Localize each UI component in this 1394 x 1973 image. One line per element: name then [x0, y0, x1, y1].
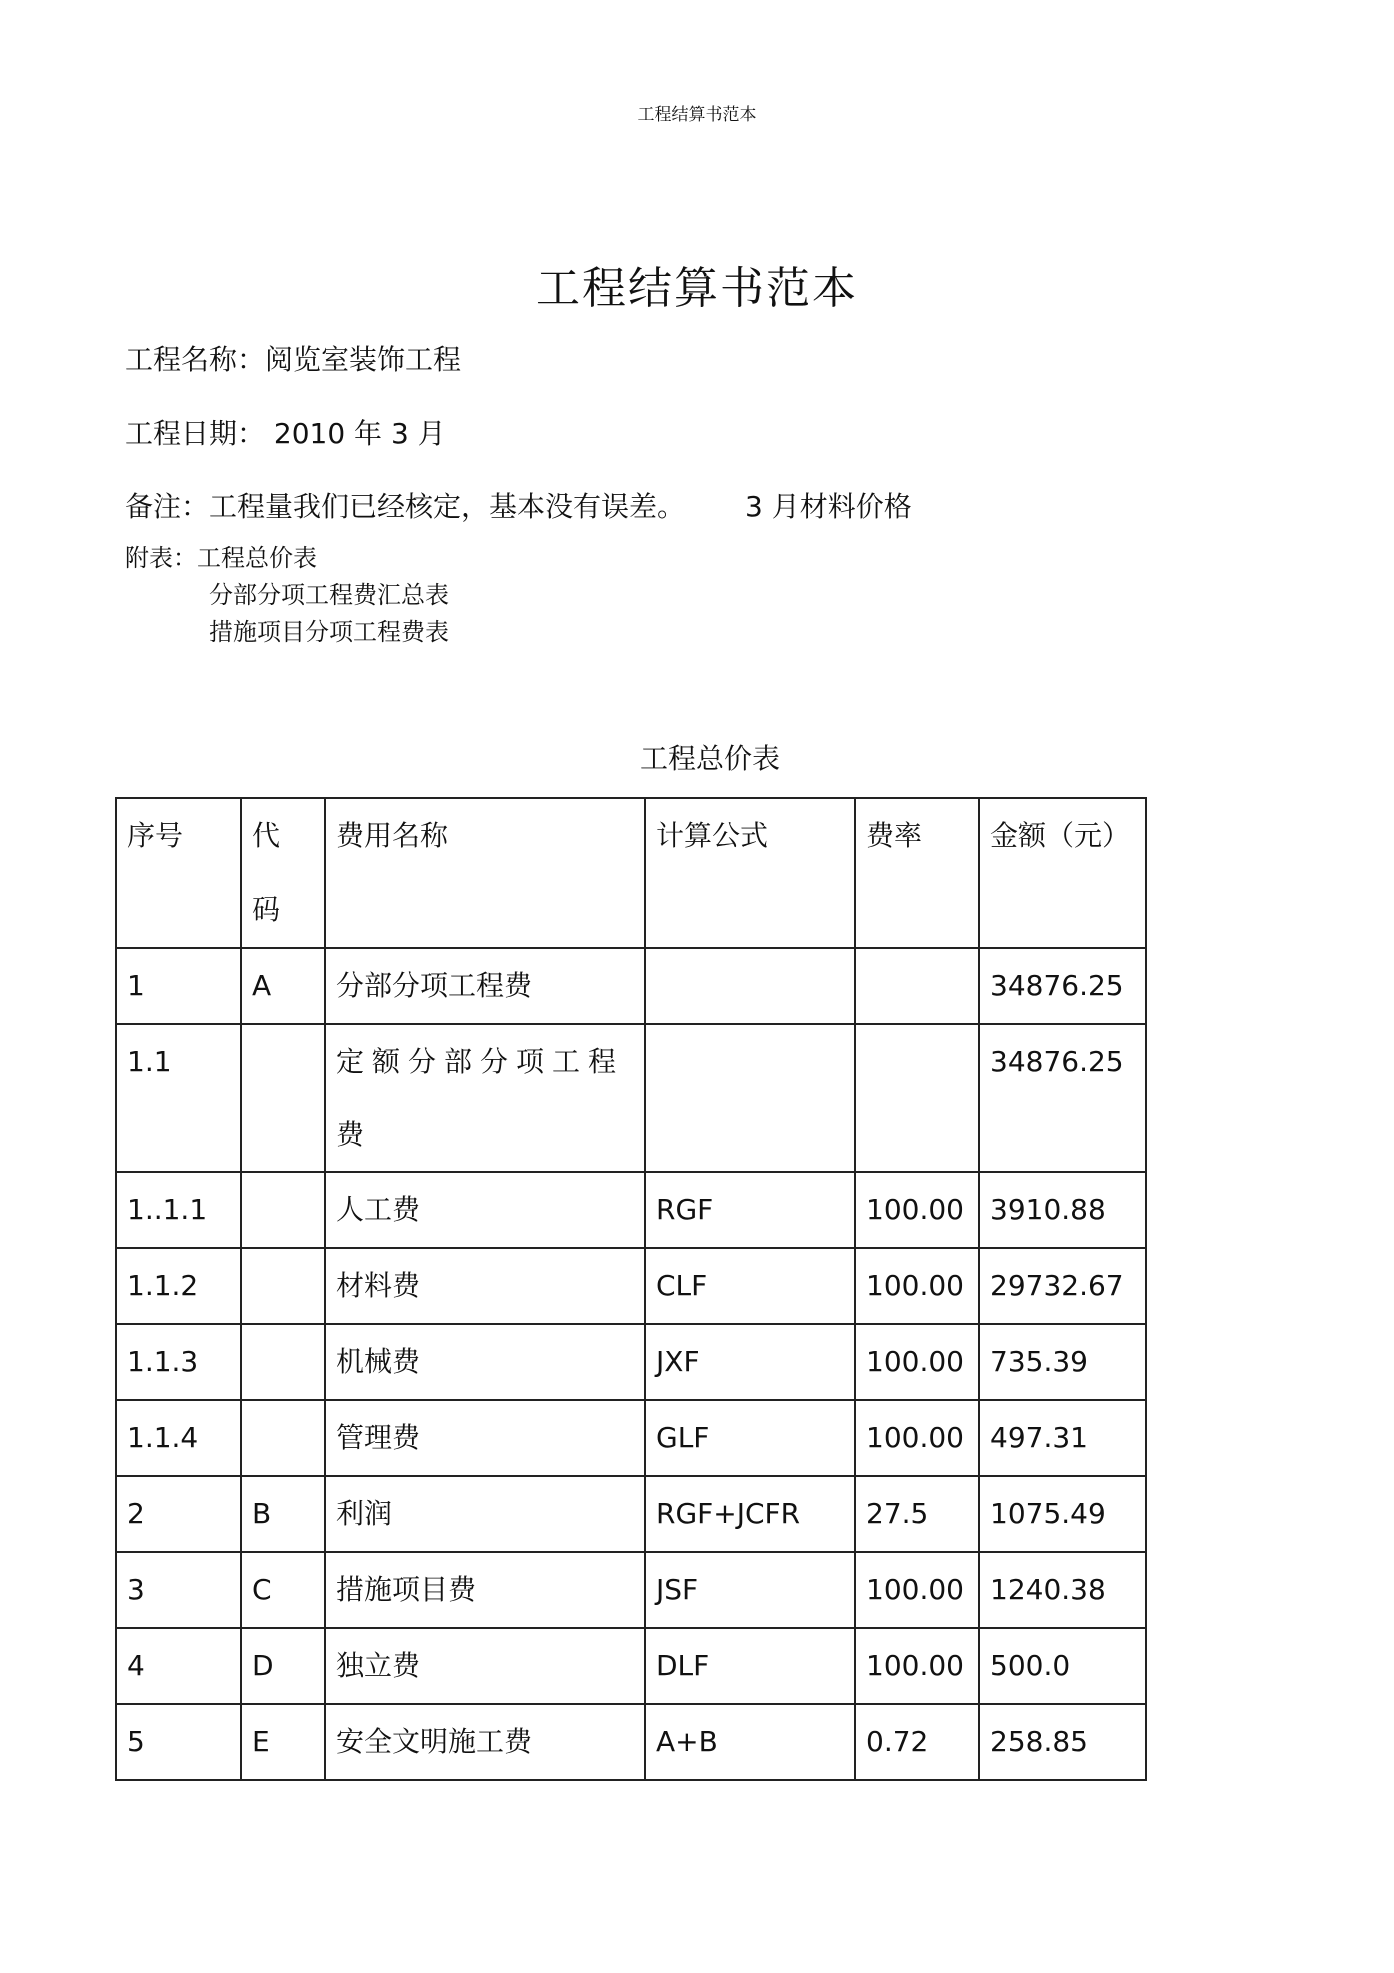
header-rate: 费率 [855, 798, 979, 948]
cell-rate: 100.00 [855, 1628, 979, 1704]
cell-formula: RGF+JCFR [645, 1476, 855, 1552]
table-row [116, 1628, 1146, 1704]
table-row [116, 1172, 1146, 1248]
cell-name: 机械费 [325, 1324, 645, 1400]
running-header: 工程结算书范本 [637, 105, 757, 125]
cell-seq: 4 [116, 1628, 241, 1704]
table-row [116, 1476, 1146, 1552]
cell-formula [645, 1024, 855, 1172]
cell-formula: RGF [645, 1172, 855, 1248]
table-row [116, 1552, 1146, 1628]
appendix-list [125, 540, 449, 651]
cell-seq: 1.1.2 [116, 1248, 241, 1324]
cell-amount: 258.85 [979, 1704, 1146, 1780]
cell-rate [855, 948, 979, 1024]
cell-name [325, 1024, 645, 1172]
cell-rate: 100.00 [855, 1172, 979, 1248]
cell-amount: 500.0 [979, 1628, 1146, 1704]
cell-code [241, 1172, 325, 1248]
table-row [116, 1704, 1146, 1780]
cell-formula: A+B [645, 1704, 855, 1780]
header-code [241, 798, 325, 948]
cell-code: B [241, 1476, 325, 1552]
header-code-line2: 码 [252, 893, 281, 926]
cell-amount: 497.31 [979, 1400, 1146, 1476]
cell-name: 分部分项工程费 [325, 948, 645, 1024]
cell-code: A [241, 948, 325, 1024]
appendix-item: 分部分项工程费汇总表 [209, 581, 449, 609]
cell-code [241, 1024, 325, 1172]
table-row [116, 1248, 1146, 1324]
header-amount: 金额（元） [979, 798, 1146, 948]
cell-formula: JXF [645, 1324, 855, 1400]
cell-formula: GLF [645, 1400, 855, 1476]
cell-seq: 1.1.3 [116, 1324, 241, 1400]
cell-name: 材料费 [325, 1248, 645, 1324]
cell-seq: 1.1 [116, 1024, 241, 1172]
cell-seq: 1 [116, 948, 241, 1024]
cell-code [241, 1324, 325, 1400]
cell-rate: 100.00 [855, 1400, 979, 1476]
cell-seq: 2 [116, 1476, 241, 1552]
cell-name: 利润 [325, 1476, 645, 1552]
cell-name: 安全文明施工费 [325, 1704, 645, 1780]
table-title: 工程总价表 [639, 742, 780, 775]
cell-amount: 1240.38 [979, 1552, 1146, 1628]
cell-name-line1: 定额分部分项工程 [336, 1045, 625, 1078]
cell-rate: 27.5 [855, 1476, 979, 1552]
cell-seq: 1.1.4 [116, 1400, 241, 1476]
cell-code [241, 1400, 325, 1476]
cell-rate [855, 1024, 979, 1172]
cell-rate: 0.72 [855, 1704, 979, 1780]
cell-code: D [241, 1628, 325, 1704]
appendix-item: 措施项目分项工程费表 [209, 618, 449, 646]
remark-line [125, 485, 912, 525]
total-price-table [115, 797, 1147, 1781]
remark-text: 备注：工程量我们已经核定，基本没有误差。 [125, 490, 686, 523]
header-name: 费用名称 [325, 798, 645, 948]
cell-name: 独立费 [325, 1628, 645, 1704]
cell-amount: 735.39 [979, 1324, 1146, 1400]
project-date-line: 工程日期： 2010 年 3 月 [125, 417, 446, 450]
document-title: 工程结算书范本 [536, 263, 858, 314]
remark-extra: 3 月材料价格 [745, 490, 912, 523]
table-row [116, 1400, 1146, 1476]
table-row [116, 1024, 1146, 1172]
cell-name: 人工费 [325, 1172, 645, 1248]
cell-name: 管理费 [325, 1400, 645, 1476]
cell-seq: 5 [116, 1704, 241, 1780]
header-seq: 序号 [116, 798, 241, 948]
cell-rate: 100.00 [855, 1324, 979, 1400]
cell-amount: 29732.67 [979, 1248, 1146, 1324]
cell-amount: 1075.49 [979, 1476, 1146, 1552]
cell-seq: 1..1.1 [116, 1172, 241, 1248]
header-code-line1: 代 [252, 819, 281, 852]
cell-seq: 3 [116, 1552, 241, 1628]
cell-amount: 3910.88 [979, 1172, 1146, 1248]
table-row [116, 948, 1146, 1024]
appendix-label: 附表：工程总价表 [125, 544, 317, 572]
cell-amount: 34876.25 [979, 948, 1146, 1024]
header-formula: 计算公式 [645, 798, 855, 948]
cell-rate: 100.00 [855, 1248, 979, 1324]
cell-name-line2: 费 [336, 1118, 365, 1151]
cell-formula [645, 948, 855, 1024]
cell-amount: 34876.25 [979, 1024, 1146, 1172]
cell-code [241, 1248, 325, 1324]
cell-code: C [241, 1552, 325, 1628]
cell-name: 措施项目费 [325, 1552, 645, 1628]
cell-code: E [241, 1704, 325, 1780]
table-row [116, 1324, 1146, 1400]
table-header-row [116, 798, 1146, 948]
project-name-line: 工程名称：阅览室装饰工程 [125, 343, 462, 376]
cell-formula: DLF [645, 1628, 855, 1704]
cell-rate: 100.00 [855, 1552, 979, 1628]
cell-formula: CLF [645, 1248, 855, 1324]
cell-formula: JSF [645, 1552, 855, 1628]
